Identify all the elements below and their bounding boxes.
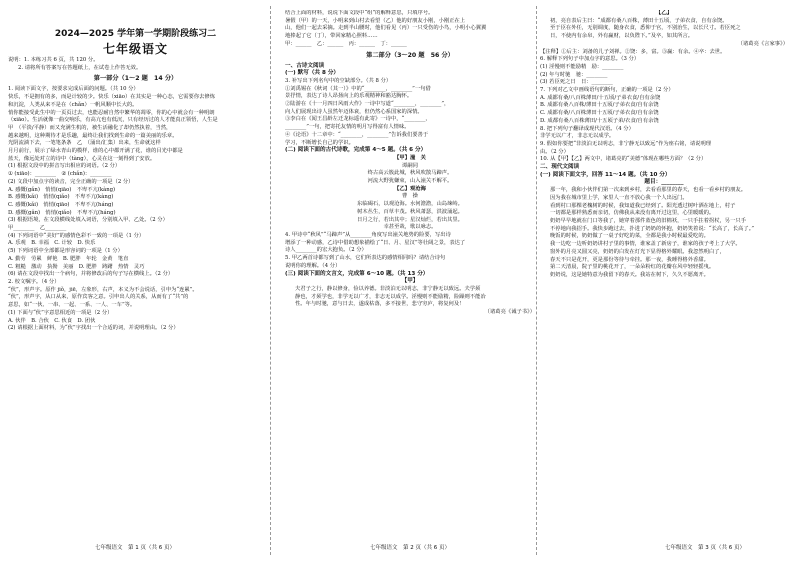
text-line: 6. 解释下列句子中加点字的意思。（3 分）: [540, 56, 640, 63]
text-line: 日，不使内有余帛，外有赢财，以负陛下。”及卒，如其所言。: [550, 33, 694, 40]
text-line: “伙”，形声字，从口从来，原作宾客之意。引申出人的关系，从而有了“共”的: [8, 294, 189, 301]
text-line: 景抒情，表达了诗人昂扬向上的乐观精神和豁达胸怀。: [285, 93, 413, 100]
text-line: （xiāo）。生活就像一曲交响乐，有高亢也有低沉，只有经历过的人才能真正领悟，人生是: [8, 117, 218, 124]
text-line: A. 勤劳 劳累 鲜艳 B. 肥胖 年轮 金黄 笔直: [8, 255, 129, 262]
text-line: 向人们展现出诗人虽然年迈体衰，但仍然心系国家的深情。: [285, 108, 423, 115]
poem-title: 【乙】观沧海: [394, 185, 426, 192]
text-line: 幸甚至哉，歌以咏志。: [383, 224, 437, 231]
subsection-heading: 二、现代文阅读: [540, 164, 580, 171]
text-line: 第二天清晨，院子里的桃花开了，一朵朵粉红的花瓣在风中轻轻摇曳。: [550, 264, 715, 271]
text-line: 因为我在城市里上学，家里人一直不放心我一个人出远门。: [550, 194, 688, 201]
text-line: A. 乐观 B. 幸福 C. 计较 D. 快乐: [8, 240, 96, 247]
text-line: 快乐，不是拥有的多，而是计较的少。快乐（xiāo）在其实是一种心态，它需要你去修炼: [8, 94, 216, 101]
text-line: 2. 校文嘱字。（4 分）: [8, 278, 60, 285]
question-body: [285, 232, 535, 271]
text-line: 1. 阅读下面文字，按要求完成后面的问题。（共 10 分）: [8, 86, 139, 93]
question-body: [8, 86, 263, 333]
text-line: (1) 根据文段中的拼音写出相应的词语。（2 分）: [8, 163, 121, 170]
text-line: A. 伙伴 B. 合伙 C. 伙食 D. 团伙: [8, 317, 96, 324]
text-line: 我一边吃一边听奶奶讲村子里的事情，谁家盖了新房子，谁家的孩子考上了大学。: [550, 241, 741, 248]
passage-body: [540, 187, 788, 279]
text-line: 地捧起了它（丁），带回家精心照料……: [285, 33, 378, 40]
text-line: C. 粗糙 激动 执拗 美丽 D. 肥胖 踌躇 热情 灵巧: [8, 263, 145, 270]
text-line: 由。（2 分）: [540, 148, 569, 155]
question-body: [285, 78, 535, 147]
text-label: 【甲】: [401, 278, 419, 285]
text-line: (2) 文段中加点字的读音，完全正确的一项是（2 分）: [8, 178, 134, 185]
text-line: 悄你能接受此生中的一页页过去，也能忍耐自然中繁华的凋零，你的心中就会有一种明朗: [8, 109, 215, 116]
text-line: ④《论语》十二章中：“________，________”告诉我们要善于: [285, 131, 429, 138]
text-line: 9. 假如你要把“非淡泊无以明志，非宁静无以致远”作为座右铭，请说明理: [540, 140, 712, 147]
text-line: 至于臣在外任，无别调度，随身衣食，悉仰于官，不别治生，以长尺寸。若臣死之: [550, 25, 741, 32]
text-line: ①刘禹锡在《秋词（其一）》中的“________，________”一句借: [285, 85, 431, 92]
text-label: 【乙】: [655, 10, 673, 16]
text-line: 甲 （平淡/平静）而又充满生机的，被生活融化了却仍然执着，当然，: [8, 124, 172, 131]
text-line: (1) 淫慢则不能励精 励：________: [540, 63, 624, 70]
text-line: (5) 下列词语中全部都是形容词的一项是（1 分）: [8, 248, 123, 255]
text-line: 增添了一种动感，乙诗中借助想象描绘了“日、月、星汉”等壮阔之景，表达了: [285, 239, 466, 246]
text-line: C. 成都有桑/八百株薄田十五顷/子弟衣食/自有余饶: [540, 110, 659, 117]
text-line: 3. 补写出下列名句中的空缺部分。（共 8 分）: [285, 77, 392, 84]
classical-text: [540, 18, 788, 41]
text-line: 甲：______ 乙：______ 丙：______ 丁：______: [285, 40, 407, 47]
section-heading: 第一部分（1～2 题 14 分）: [93, 75, 178, 83]
text-line: 静也，才须学也，非学无以广才，非志无以成学。淫慢则不能励精，险躁则不能冶: [295, 293, 486, 300]
text-line: A. 成都有桑/八百株薄田/十五顷/子弟衣食/自有余饶: [540, 94, 661, 101]
text-line: 晚饭的时候，奶奶做了一桌子好吃的菜，全都是我小时候最爱吃的。: [550, 233, 709, 240]
page-footer: 七年级语文 第 3 页（共 6 页）: [665, 545, 745, 551]
column-divider: [270, 6, 271, 555]
text-line: 意思，如“一伙、一串、一起、一系、一人、一车”等。: [8, 302, 136, 309]
text-line: D. 感慨(gǎn) 悄悄(qiǎo) 不卑不亢(háng): [8, 209, 116, 216]
page-footer: 七年级语文 第 2 页（共 6 页）: [370, 545, 450, 551]
subsection-heading: (一) 默写（共 8 分）: [285, 70, 340, 77]
poem-body: [285, 170, 535, 185]
text-line: ②陆游在《十一月四日风雨大作》一诗中写道“________，________”，: [285, 101, 450, 108]
text-line: ________”一句，把寄托友情的明月写得富有人情味。: [285, 124, 410, 131]
text-line: (2) 年与时驰 驰：________: [540, 71, 608, 78]
text-line: 学习，不断增长自己的学识。: [285, 139, 354, 146]
text-line: 暑假（甲）的一天，小明来到山村去看望（乙）他的好朋友小刚，小刚正在上: [285, 17, 466, 24]
text-line: 蓝天，像远处对立的诗中（tàng），心灵在这一刻得到了安放。: [8, 155, 156, 162]
text-line: 奶奶早早地就在门口等我了，她穿着那件蓝色的旧棉袄，一只手拄着拐杖，另一只手: [550, 217, 746, 224]
page-2-column: [285, 10, 535, 553]
text-line: (3) 根据语境，在文段横线处填入词语，分别填入甲、乙处。（2 分）: [8, 217, 168, 224]
subsection-heading: 一、古诗文阅读: [285, 62, 325, 69]
text-line: B. 成都有桑八百株/薄田十五顷/子弟衣食/自有余饶: [540, 102, 659, 109]
note-line: 说明：1. 本练习共 6 页，共 120 分。: [8, 57, 99, 63]
text-line: 一切都是那样熟悉而亲切，仿佛我从来没有离开过这里，心里暖暖的。: [550, 210, 715, 217]
text-line: 和沉淀，人类从来不是在（chǎn）一帆风顺中长大的。: [8, 101, 138, 108]
text-line: 月月前行，展示了绿水青山的模样，谁的心中都开满了花，谁的目光中都是: [8, 148, 183, 155]
text-line: (4) 下列词语中“美好”的感情色彩不一致的一项是（1 分）: [8, 232, 145, 239]
question-body: [540, 56, 788, 164]
subsection-heading: (三) 阅读下面的文言文，完成第 6～10 题。（共 13 分）: [285, 270, 429, 277]
text-line: 4. 甲诗中“秋风”“马蹄声”从________角度写出潼关地势的险要，写出诗: [285, 231, 451, 238]
text-line: (6) 请在文段中找出一个病句，并将修改后的句子写在横线上。（2 分）: [8, 271, 174, 278]
text-line: A. 感慨(gǎn) 悄悄(qiāo) 不卑不亢(kàng): [8, 186, 116, 193]
page-footer: 七年级语文 第 1 页（共 6 页）: [95, 545, 175, 551]
passage-title: 题目：________: [644, 179, 684, 186]
text-line: 不停地向我招手。我快步跑过去，扑进了奶奶的怀抱，奶奶笑着说：“长高了，长高了。”: [550, 225, 755, 232]
text-line: ① (xiāo)：________ ② (chǎn)：________: [8, 171, 112, 178]
text-line: 奶奶说，这是她特意为我留下的春天。我站在树下，久久不愿离开。: [550, 271, 709, 278]
column-divider: [536, 6, 537, 555]
text-line: 终古高云簇此城，秋风吹散马蹄声。: [367, 170, 453, 177]
text-line: (1) 下面与“伙”字意思相近的一项是（2 分）: [8, 309, 113, 316]
text-line: (3) 若臣死之日 日：________: [540, 79, 613, 86]
text-line: ③李白在《闻王昌龄左迁龙标遥有此寄》一诗中，“________，: [285, 116, 431, 123]
text-line: 光阴流淌下去，一笔笔条条 乙 （涌出/汇集）出来，生命就这样: [8, 140, 161, 147]
classical-text: [285, 286, 535, 309]
section-heading: 第二部分（3～20 题 56 分）: [366, 51, 454, 59]
subsection-heading: (一) 阅读下面文字，回答 11～14 题。（共 10 分）: [540, 171, 671, 178]
poem-author: 曹 操: [402, 193, 418, 200]
text-line: D. 成都有桑八百株薄田/十五顷子弟/衣食/自有余饶: [540, 117, 659, 124]
text-line: 诗人________的宏大抱负。（2 分）: [285, 247, 367, 254]
attribution: （诸葛亮《诫子书》）: [484, 309, 535, 316]
text-line: 窗外的月亮又圆又亮，奶奶的白发在灯光下显得格外耀眼。我忽然明白了，: [550, 248, 725, 255]
text-line: (2) 请根据上面材料，为“伙”字找出一个合适的词，并说明理由。（2 分）: [8, 325, 179, 332]
note-line: 2. 请将所有答案写在答题纸上，在试卷上作答无效。: [18, 64, 142, 71]
text-line: B. 感慨(kǎi) 悄悄(qiǎo) 不卑不亢(kàng): [8, 194, 114, 201]
text-line: 非学无以广才，非志无以成学。: [540, 133, 615, 140]
poem-body: [285, 201, 535, 232]
intro-line: 结合上面的材料，说说下面文段中“组”的解释意思，只填序号。: [285, 10, 434, 16]
poem-title: 【甲】潼 关: [394, 154, 426, 161]
text-line: 7. 下列对乙文中画线语句的断句，正确的一项是（2 分）: [540, 87, 674, 94]
annotation-note: 【注释】①后主：刘备的儿子刘禅。②饶：多，富。③赢：有余。④卒：去世。: [540, 48, 726, 55]
text-line: 东临碣石，以观沧海。水何澹澹，山岛竦峙。: [357, 201, 463, 208]
text-line: 性。年与时驰，意与日去，遂成枯落，多不接世，悲守穷庐，将复何及！: [295, 301, 465, 308]
text-line: 春天不只是花开，更是那份等待与牵挂。那一夜，我睡得格外香甜。: [550, 256, 709, 263]
text-line: 5. 甲乙两首诗都写到了山水，它们所表达的感情相同吗？请结合诗句: [285, 255, 446, 262]
text-line: 8. 把下列句子翻译成现代汉语。（4 分）: [540, 125, 634, 132]
question-body: [285, 18, 535, 49]
subject-title: 七年级语文: [102, 42, 168, 56]
text-line: 看到村口那棵老槐树的时候，我知道我已经到了。阳光透过树叶洒在地上，村子: [550, 202, 736, 209]
text-line: “伙”，形声字。原作 jiǒ，jiē，左象形，右声，本义为不会说话，引申为“连累”。: [8, 286, 198, 293]
text-line: 山，他们一起去采摘。走到半山腰时，他们看见（丙）一只受伤的小鸟，小明小心翼翼: [285, 25, 487, 32]
exam-notes: [8, 57, 263, 72]
text-line: 初，亮自表后主曰：“成都有桑八百株，薄田十五顷，子弟衣食，自有余饶。: [550, 17, 728, 24]
text-line: C. 感慨(kǎi) 悄悄(qiāo) 不卑不亢(háng): [8, 201, 114, 208]
poem-author: 谭嗣同: [402, 162, 418, 169]
page-1-column: [8, 10, 263, 553]
text-line: 日月之行，若出其中；星汉灿烂，若出其里。: [357, 216, 463, 223]
text-line: 树木丛生，百草丰茂。秋风萧瑟，洪波涌起。: [357, 208, 463, 215]
text-line: 河流大野犹嫌束，山入潼关不解平。: [367, 178, 453, 185]
text-line: 10. 从【甲】【乙】两文中，诸葛亮的“美德”体现在哪些方面？（2 分）: [540, 156, 707, 163]
text-line: 说明你的理解。（4 分）: [285, 262, 341, 269]
page-3-column: [540, 10, 788, 553]
text-line: 那一年，我和小伙伴们第一次来到乡村，去看看那里的春天，也看一看乡村的朋友。: [550, 187, 746, 194]
exam-title: 2024—2025 学年第一学期阶段练习二: [54, 29, 217, 39]
text-line: 甲________ 乙________: [8, 225, 67, 232]
text-line: 越来越明，这种期待才是乐趣，最终让我们找到生命的一篇美丽的乐章。: [8, 132, 178, 139]
text-line: 夫君子之行，静以修身，俭以养德。非淡泊无以明志，非宁静无以致远。夫学须: [295, 285, 481, 292]
subsection-heading: (二) 阅读下面的古代诗歌，完成第 4～5 题。（共 6 分）: [285, 147, 427, 154]
attribution: （诸葛亮《言家事》）: [737, 40, 788, 47]
